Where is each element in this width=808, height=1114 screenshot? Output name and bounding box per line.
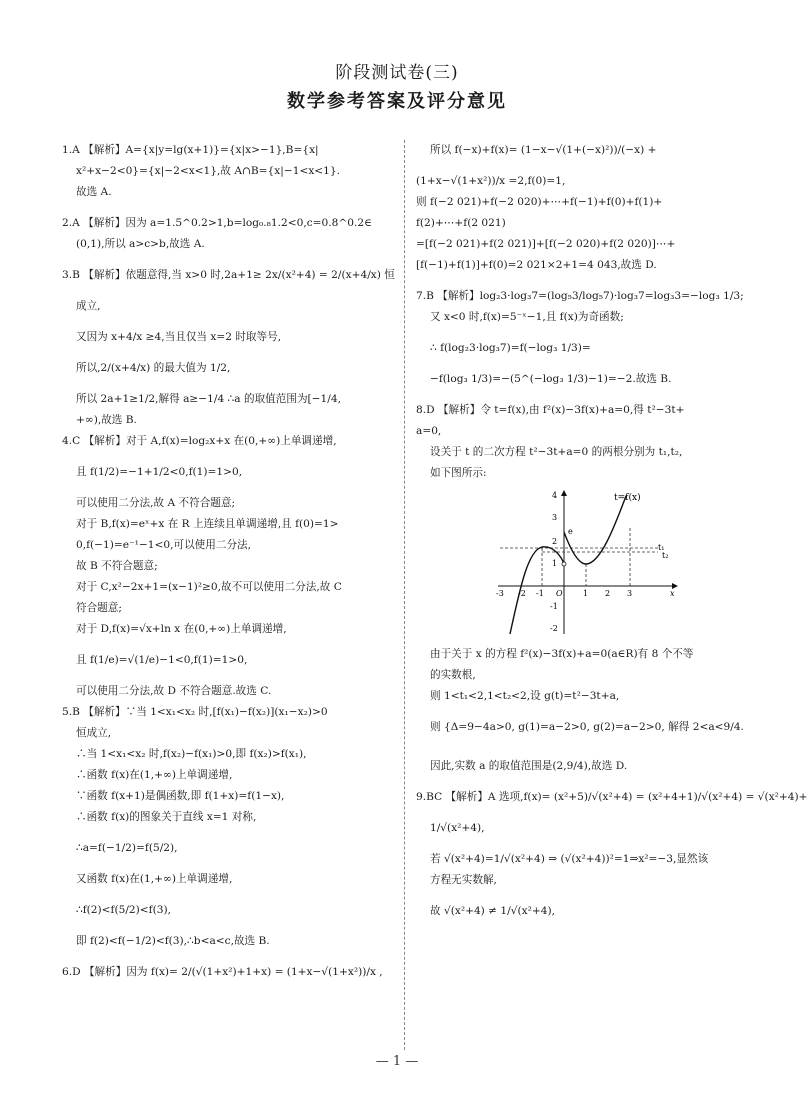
y-tick: 3 <box>552 513 558 522</box>
x-tick: -3 <box>496 589 504 598</box>
text-line: x²+x−2<0}={x|−2<x<1},故 A∩B={x|−1<x<1}. <box>76 165 341 177</box>
text-line: 又 x<0 时,f(x)=5⁻ˣ−1,且 f(x)为奇函数; <box>430 311 624 323</box>
text-line: [f(−1)+f(1)]+f(0)=2 021×2+1=4 043,故选 D. <box>416 259 657 271</box>
t1-label: t₁ <box>658 543 665 552</box>
text-line: (0,1),所以 a>c>b,故选 A. <box>76 238 205 250</box>
origin-label: O <box>556 589 563 598</box>
y-axis-arrow <box>561 490 567 496</box>
text-line: 6.D 【解析】因为 f(x)= 2/(√(1+x²)+1+x) = (1+x−√(1+x²))/x , <box>62 966 383 978</box>
column-divider <box>404 140 405 1050</box>
curve-label: t=f(x) <box>614 493 641 503</box>
page-header <box>0 62 794 114</box>
text-line: 的实数根, <box>430 669 476 681</box>
x-tick: -1 <box>536 589 544 598</box>
text-line: 7.B 【解析】log₂3·log₃7=(log₅3/log₅7)·log₃7=log₃3=−log₃ 1/3; <box>416 290 744 302</box>
text-line: 且 f(1/e)=√(1/e)−1<0,f(1)=1>0, <box>76 654 248 666</box>
text-line: 9.BC 【解析】A 选项,f(x)= (x²+5)/√(x²+4) = (x²+4+1)/√(x²+4) = √(x²+4)+ <box>416 791 808 803</box>
text-line: 故选 A. <box>76 186 112 198</box>
text-line: 所以 f(−x)+f(x)= (1−x−√(1+(−x)²))/(−x) + <box>430 144 657 156</box>
text-line: (1+x−√(1+x²))/x =2,f(0)=1, <box>416 175 566 187</box>
text-line: ∴当 1<x₁<x₂ 时,f(x₂)−f(x₁)>0,即 f(x₂)>f(x₁), <box>76 748 307 760</box>
text-line: 所以 2a+1≥1/2,解得 a≥−1/4 ∴a 的取值范围为[−1/4, <box>76 393 341 405</box>
text-line: 即 f(2)<f(−1/2)<f(3),∴b<a<c,故选 B. <box>76 935 270 947</box>
text-line: 故 √(x²+4) ≠ 1/√(x²+4), <box>430 905 555 917</box>
y-tick: e <box>568 527 573 536</box>
text-line: 4.C 【解析】对于 A,f(x)=log₂x+x 在(0,+∞)上单调递增, <box>62 435 337 447</box>
page-number: — 1 — <box>375 1054 419 1069</box>
text-line: 设关于 t 的二次方程 t²−3t+a=0 的两根分别为 t₁,t₂, <box>430 446 683 458</box>
text-line: 2.A 【解析】因为 a=1.5^0.2>1,b=log₀.₈1.2<0,c=0.8^0.2∈ <box>62 217 372 229</box>
text-line: 若 √(x²+4)=1/√(x²+4) ⇒ (√(x²+4))²=1⇒x²=−3,显然该 <box>430 853 709 865</box>
text-line: 又因为 x+4/x ≥4,当且仅当 x=2 时取等号, <box>76 331 282 343</box>
page-subtitle: 数学参考答案及评分意见 <box>287 91 507 112</box>
t2-label: t₂ <box>662 551 669 560</box>
text-line: 可以使用二分法,故 D 不符合题意.故选 C. <box>76 685 272 697</box>
text-line: 对于 B,f(x)=eˣ+x 在 R 上连续且单调递增,且 f(0)=1> <box>76 518 339 530</box>
text-line: 因此,实数 a 的取值范围是(2,9/4),故选 D. <box>430 760 628 772</box>
text-line: 如下图所示: <box>430 467 487 479</box>
text-line: 符合题意; <box>76 602 122 614</box>
y-tick: -2 <box>550 624 558 633</box>
graph-svg <box>490 488 680 638</box>
text-line: ∴f(2)<f(5/2)<f(3), <box>76 904 171 916</box>
text-line: 可以使用二分法,故 A 不符合题意; <box>76 497 236 509</box>
text-line: 对于 D,f(x)=√x+ln x 在(0,+∞)上单调递增, <box>76 623 287 635</box>
text-line: 3.B 【解析】依题意得,当 x>0 时,2a+1≥ 2x/(x²+4) = 2/(x+4/x) 恒 <box>62 269 395 281</box>
text-line: 由于关于 x 的方程 f²(x)−3f(x)+a=0(a∈R)有 8 个不等 <box>430 648 694 660</box>
page-title: 阶段测试卷(三) <box>335 63 459 83</box>
text-line: ∴ f(log₂3·log₃7)=f(−log₃ 1/3)= <box>430 342 591 354</box>
y-tick: -1 <box>550 602 558 611</box>
curve-t-equals-f-x <box>510 496 626 634</box>
x-tick: 2 <box>605 589 611 598</box>
x-tick: 3 <box>627 589 633 598</box>
text-line: 1/√(x²+4), <box>430 822 485 834</box>
y-tick: 2 <box>552 537 558 546</box>
text-line: −f(log₃ 1/3)=−(5^(−log₃ 1/3)−1)=−2.故选 B. <box>430 373 672 385</box>
text-line: ∵函数 f(x+1)是偶函数,即 f(1+x)=f(1−x), <box>76 790 285 802</box>
text-line: 方程无实数解, <box>430 874 497 886</box>
left-column <box>62 140 395 983</box>
text-line: 1.A 【解析】A={x|y=lg(x+1)}={x|x>−1},B={x| <box>62 144 319 156</box>
right-column <box>416 140 808 922</box>
text-line: a=0, <box>416 425 442 437</box>
text-line: 所以,2/(x+4/x) 的最大值为 1/2, <box>76 362 231 374</box>
text-line: 对于 C,x²−2x+1=(x−1)²≥0,故不可以使用二分法,故 C <box>76 581 342 593</box>
text-line: 成立, <box>76 300 101 312</box>
y-tick: 1 <box>552 559 558 568</box>
text-line: 则 {Δ=9−4a>0, g(1)=a−2>0, g(2)=a−2>0, 解得 2<a<9/4. <box>430 721 744 733</box>
open-point <box>562 562 566 566</box>
text-line: 故 B 不符合题意; <box>76 560 158 572</box>
text-line: 则 f(−2 021)+f(−2 020)+⋯+f(−1)+f(0)+f(1)+ <box>416 196 663 208</box>
x-tick: 1 <box>583 589 589 598</box>
text-line: 且 f(1/2)=−1+1/2<0,f(1)=1>0, <box>76 466 243 478</box>
text-line: ∴a=f(−1/2)=f(5/2), <box>76 842 178 854</box>
text-line: 恒成立, <box>76 727 112 739</box>
text-line: =[f(−2 021)+f(2 021)]+[f(−2 020)+f(2 020)]⋯+ <box>416 238 676 250</box>
y-tick: 4 <box>552 491 558 500</box>
x-axis-label: x <box>670 589 675 598</box>
x-tick: -2 <box>518 589 526 598</box>
text-line: ∴函数 f(x)在(1,+∞)上单调递增, <box>76 769 233 781</box>
text-line: 0,f(−1)=e⁻¹−1<0,可以使用二分法, <box>76 539 252 551</box>
text-line: ∴函数 f(x)的图象关于直线 x=1 对称, <box>76 811 257 823</box>
function-graph <box>490 488 680 638</box>
text-line: 5.B 【解析】∵当 1<x₁<x₂ 时,[f(x₁)−f(x₂)](x₁−x₂)>0 <box>62 706 328 718</box>
text-line: 又函数 f(x)在(1,+∞)上单调递增, <box>76 873 233 885</box>
text-line: 8.D 【解析】令 t=f(x),由 f²(x)−3f(x)+a=0,得 t²−3t+ <box>416 404 685 416</box>
text-line: f(2)+⋯+f(2 021) <box>416 217 506 229</box>
text-line: +∞),故选 B. <box>76 414 137 426</box>
text-line: 则 1<t₁<2,1<t₂<2,设 g(t)=t²−3t+a, <box>430 690 620 702</box>
